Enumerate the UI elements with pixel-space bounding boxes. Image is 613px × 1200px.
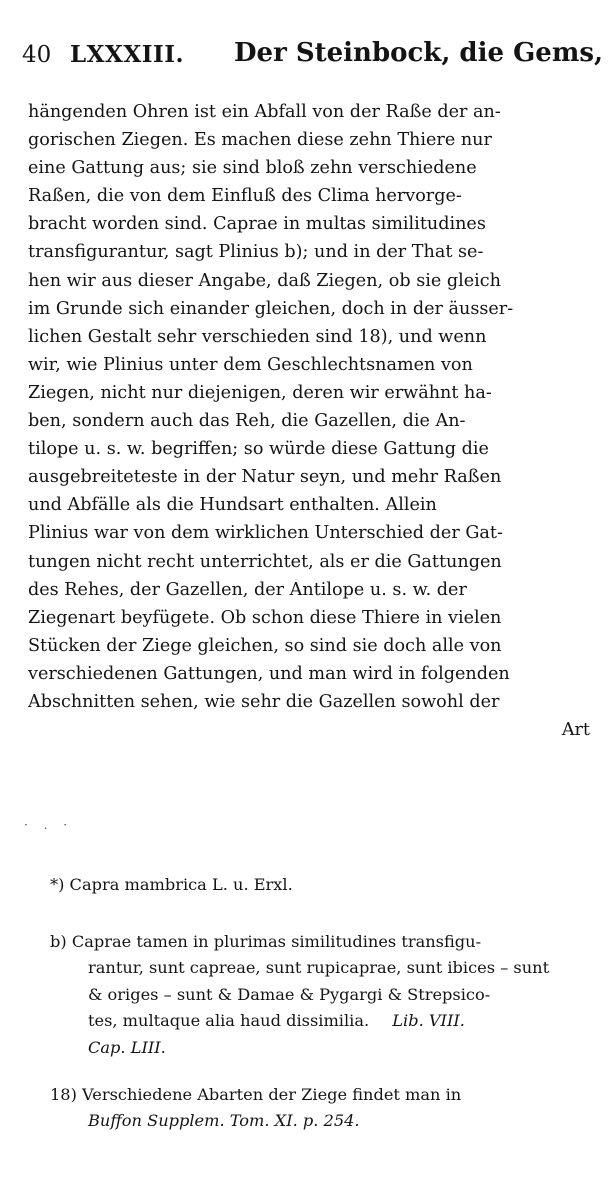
body-text xyxy=(28,98,590,744)
body-line: verschiedenen Gattungen, und man wird in folgenden xyxy=(28,663,510,684)
body-line: im Grunde sich einander gleichen, doch in der äusser- xyxy=(28,298,514,319)
body-line: Ziegenart beyfügete. Ob schon diese Thiere in vielen xyxy=(28,607,502,628)
print-specks-decoration: · . · xyxy=(24,818,74,832)
body-line: wir, wie Plinius unter dem Geschlechtsnamen von xyxy=(28,354,473,375)
body-line: gorischen Ziegen. Es machen diese zehn Thiere nur xyxy=(28,130,492,151)
body-line: und Abfälle als die Hundsart enthalten. Allein xyxy=(28,495,437,516)
page-number: 40 xyxy=(22,42,52,68)
running-header xyxy=(22,30,604,72)
body-line: hängenden Ohren ist ein Abfall von der Raße der an- xyxy=(28,102,501,122)
footnote-18-line: 18) Verschiedene Abarten der Ziege findet man in xyxy=(50,1084,462,1104)
footnotes xyxy=(50,872,595,1135)
footnote-b-line xyxy=(50,1008,595,1035)
footnote-b-chapter: Cap. LIII. xyxy=(88,1037,166,1057)
body-line: ausgebreiteteste in der Natur seyn, und mehr Raßen xyxy=(28,467,502,488)
body-line: Plinius war von dem wirklichen Unterschied der Gat- xyxy=(28,523,503,544)
body-line: Stücken der Ziege gleichen, so sind sie doch alle von xyxy=(28,635,502,656)
body-line: tilope u. s. w. begriffen; so würde diese Gattung die xyxy=(28,439,489,460)
footnote-b-text: tes, multaque alia haud dissimilia. xyxy=(88,1011,370,1031)
body-line: hen wir aus dieser Angabe, daß Ziegen, ob sie gleich xyxy=(28,270,501,291)
body-line: ben, sondern auch das Reh, die Gazellen, die An- xyxy=(28,411,466,432)
chapter-numeral: LXXXIII. xyxy=(70,41,184,68)
footnote-star: *) Capra mambrica L. u. Erxl. xyxy=(50,875,293,894)
body-line: Ziegen, nicht nur diejenigen, deren wir erwähnt ha- xyxy=(28,382,492,403)
body-line: lichen Gestalt sehr verschieden sind 18), und wenn xyxy=(28,326,487,347)
chapter-title: Der Steinbock, die Gems, xyxy=(234,38,604,68)
footnote-18-line: Buffon Supplem. Tom. XI. p. 254. xyxy=(88,1111,360,1131)
footnote-b-reference: Lib. VIII. xyxy=(392,1011,465,1031)
footnote-b-line: & origes – sunt & Damae & Pygargi & Strepsico- xyxy=(88,984,491,1004)
body-line: bracht worden sind. Caprae in multas similitudines xyxy=(28,214,486,235)
catchword: Art xyxy=(561,720,590,741)
body-line: eine Gattung aus; sie sind bloß zehn verschiedene xyxy=(28,158,477,179)
body-line: Raßen, die von dem Einfluß des Clima hervorge- xyxy=(28,186,462,207)
body-line: Abschnitten sehen, wie sehr die Gazellen sowohl der xyxy=(28,691,500,712)
footnote-b-line: rantur, sunt capreae, sunt rupicaprae, sunt ibices – sunt xyxy=(88,958,550,978)
footnote-b-line: b) Caprae tamen in plurimas similitudines transfigu- xyxy=(50,931,482,951)
body-line: tungen nicht recht unterrichtet, als er die Gattungen xyxy=(28,551,502,572)
body-line: des Rehes, der Gazellen, der Antilope u. s. w. der xyxy=(28,579,467,600)
body-line: transfigurantur, sagt Plinius b); und in der That se- xyxy=(28,242,484,263)
